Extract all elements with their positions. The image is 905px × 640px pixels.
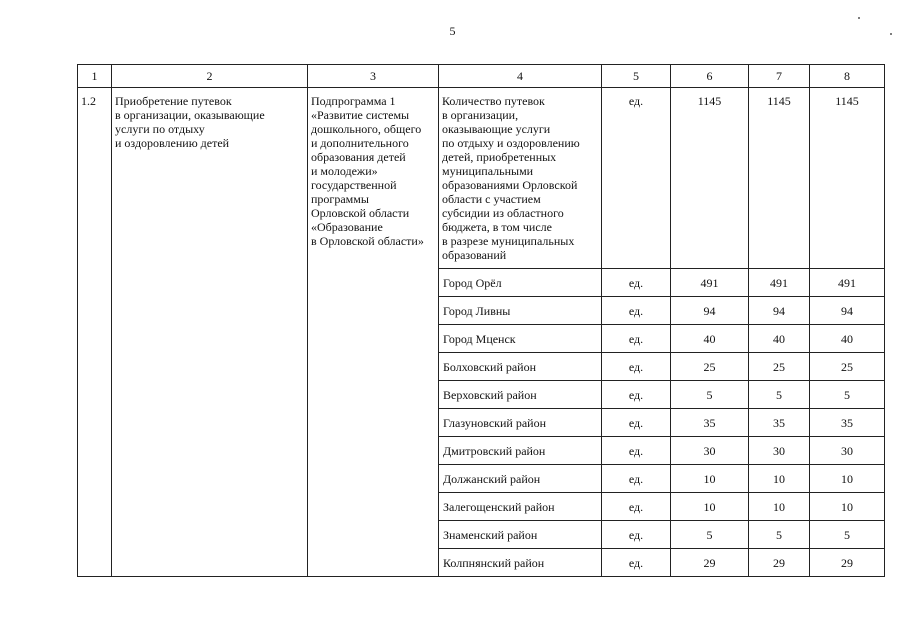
item-number: 1.2: [78, 88, 112, 577]
municipality-name: Город Ливны: [439, 297, 602, 325]
value-cell: 29: [671, 549, 749, 577]
value-cell: 35: [810, 409, 885, 437]
scan-speck: [858, 17, 860, 19]
municipality-name: Должанский район: [439, 465, 602, 493]
value-cell: 10: [749, 493, 810, 521]
unit-cell: ед.: [602, 465, 671, 493]
municipality-name: Болховский район: [439, 353, 602, 381]
unit-cell: ед.: [602, 437, 671, 465]
value-cell: 25: [671, 353, 749, 381]
municipality-name: Дмитровский район: [439, 437, 602, 465]
program-table: [77, 64, 885, 577]
value-cell: 1145: [671, 88, 749, 269]
value-cell: 5: [749, 521, 810, 549]
program-name: Подпрограмма 1 «Развитие системы дошкольного, общего и дополнительного образования детей и молодежи» государственной программы Орловской области «Образование в Орловской области»: [308, 88, 439, 577]
value-cell: 491: [749, 269, 810, 297]
column-header: 5: [602, 65, 671, 88]
unit-cell: ед.: [602, 297, 671, 325]
municipality-name: Залегощенский район: [439, 493, 602, 521]
column-header: 7: [749, 65, 810, 88]
value-cell: 30: [810, 437, 885, 465]
unit-cell: ед.: [602, 521, 671, 549]
column-header: 4: [439, 65, 602, 88]
unit-cell: ед.: [602, 549, 671, 577]
value-cell: 30: [671, 437, 749, 465]
value-cell: 10: [810, 465, 885, 493]
municipality-name: Город Орёл: [439, 269, 602, 297]
municipality-name: Город Мценск: [439, 325, 602, 353]
value-cell: 10: [749, 465, 810, 493]
unit-cell: ед.: [602, 88, 671, 269]
column-header: 8: [810, 65, 885, 88]
value-cell: 40: [810, 325, 885, 353]
value-cell: 5: [671, 381, 749, 409]
value-cell: 1145: [810, 88, 885, 269]
value-cell: 5: [671, 521, 749, 549]
value-cell: 5: [810, 381, 885, 409]
municipality-name: Глазуновский район: [439, 409, 602, 437]
value-cell: 94: [810, 297, 885, 325]
column-header: 6: [671, 65, 749, 88]
value-cell: 94: [671, 297, 749, 325]
unit-cell: ед.: [602, 409, 671, 437]
value-cell: 5: [810, 521, 885, 549]
scan-speck: [890, 33, 892, 35]
municipality-name: Верховский район: [439, 381, 602, 409]
value-cell: 40: [671, 325, 749, 353]
value-cell: 35: [671, 409, 749, 437]
table-row: [78, 88, 885, 269]
municipality-name: Знаменский район: [439, 521, 602, 549]
value-cell: 491: [671, 269, 749, 297]
indicator-name: Количество путевок в организации, оказывающие услуги по отдыху и оздоровлению детей, приобретенных муниципальными образованиями Орловской области с участием субсидии из областного бюджета, в том числе в разрезе муниципальных образований: [439, 88, 602, 269]
value-cell: 25: [810, 353, 885, 381]
value-cell: 30: [749, 437, 810, 465]
unit-cell: ед.: [602, 269, 671, 297]
value-cell: 1145: [749, 88, 810, 269]
unit-cell: ед.: [602, 381, 671, 409]
value-cell: 29: [810, 549, 885, 577]
column-header: 2: [112, 65, 308, 88]
value-cell: 5: [749, 381, 810, 409]
value-cell: 35: [749, 409, 810, 437]
value-cell: 94: [749, 297, 810, 325]
municipality-name: Колпнянский район: [439, 549, 602, 577]
activity-description: Приобретение путевок в организации, оказывающие услуги по отдыху и оздоровлению детей: [112, 88, 308, 577]
unit-cell: ед.: [602, 493, 671, 521]
unit-cell: ед.: [602, 353, 671, 381]
column-numbers-row: [78, 65, 885, 88]
value-cell: 491: [810, 269, 885, 297]
value-cell: 10: [671, 465, 749, 493]
value-cell: 25: [749, 353, 810, 381]
column-header: 3: [308, 65, 439, 88]
value-cell: 29: [749, 549, 810, 577]
value-cell: 10: [810, 493, 885, 521]
value-cell: 40: [749, 325, 810, 353]
unit-cell: ед.: [602, 325, 671, 353]
value-cell: 10: [671, 493, 749, 521]
page-number: 5: [449, 24, 456, 38]
column-header: 1: [78, 65, 112, 88]
